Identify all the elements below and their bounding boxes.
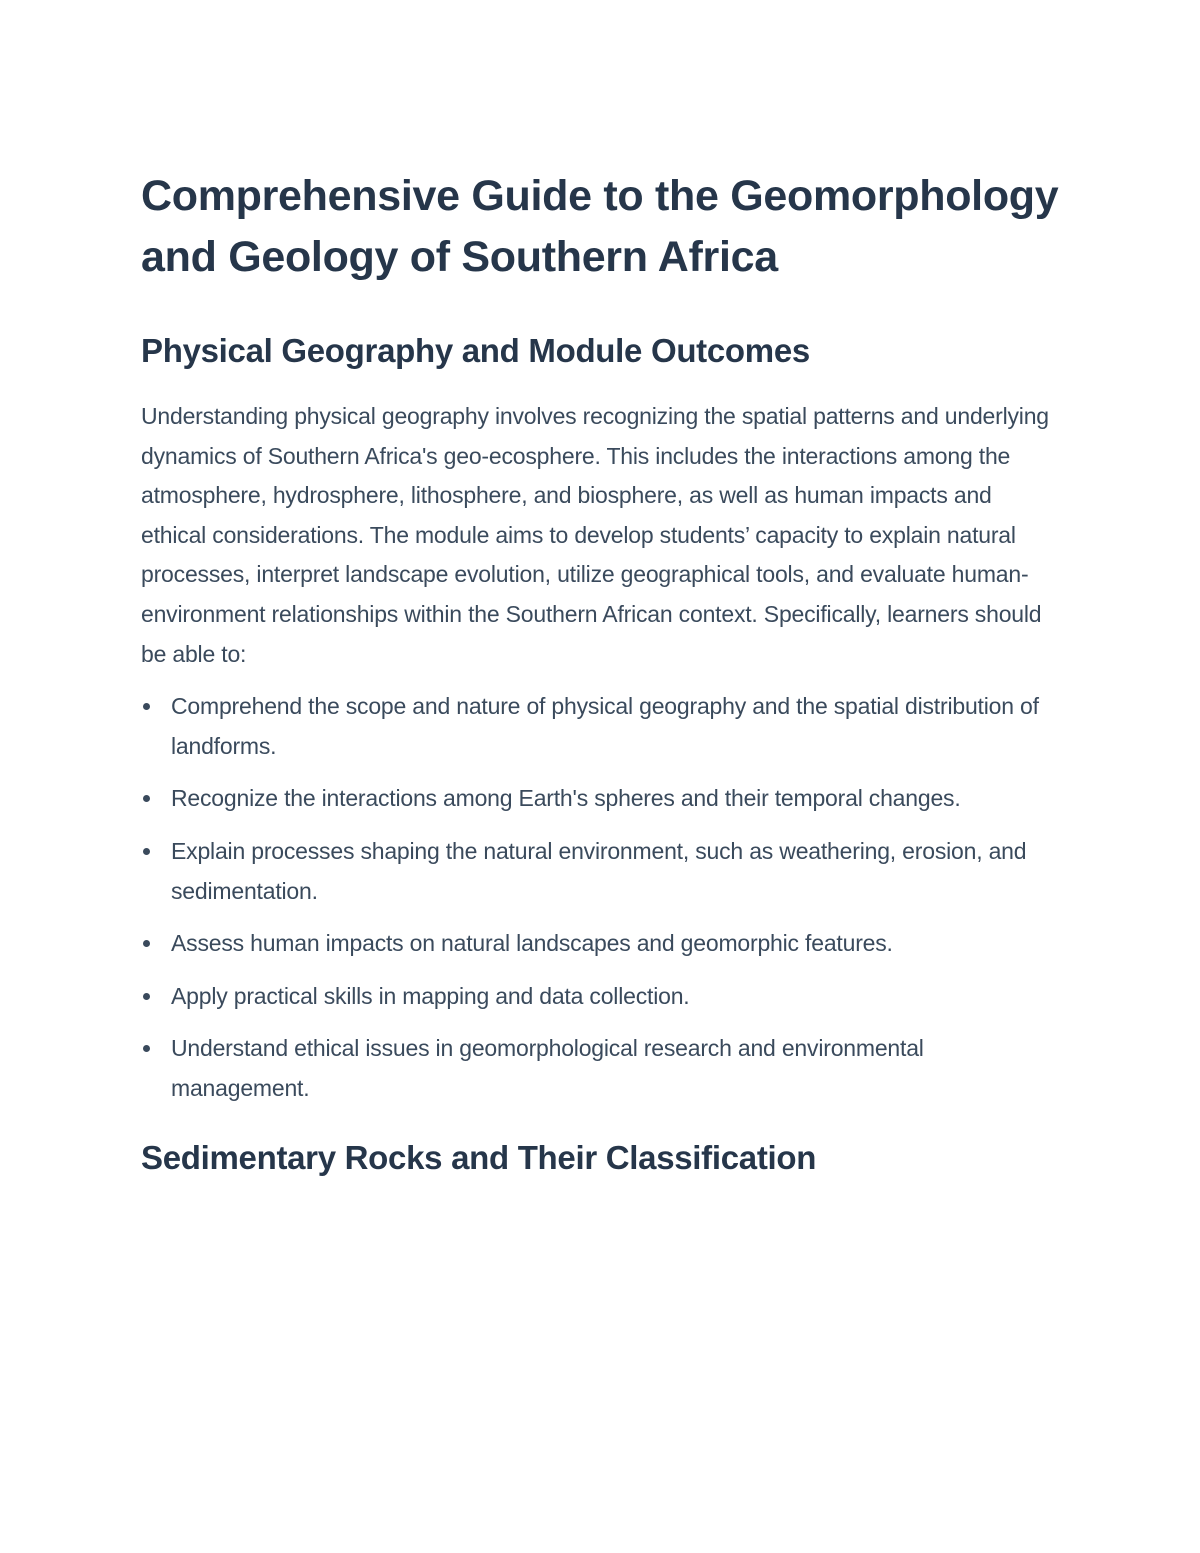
list-item-text: Apply practical skills in mapping and data collection. (171, 982, 690, 1009)
section-paragraph: Understanding physical geography involves recognizing the spatial patterns and underlying dynamics of Southern Africa's geo-ecosphere. This includes the interactions among the atmosphere, hydrosphere, lithosphere, and biosphere, as well as human impacts and ethical considerations. The module aims to develop students’ capacity to explain natural processes, interpret landscape evolution, utilize geographical tools, and evaluate human-environment relationships within the Southern African context. Specifically, learners should be able to: (141, 403, 1049, 667)
bullet-icon (143, 703, 150, 710)
list-item (141, 1029, 1061, 1108)
outcomes-list (141, 687, 1061, 1108)
section-heading-physical-geography: Physical Geography and Module Outcomes (141, 332, 810, 369)
document-page (141, 166, 1061, 1180)
bullet-icon (143, 848, 150, 855)
section-heading-sedimentary-rocks: Sedimentary Rocks and Their Classification (141, 1138, 817, 1176)
document-title: Comprehensive Guide to the Geomorphology and Geology of Southern Africa (141, 172, 1059, 281)
list-item-text: Recognize the interactions among Earth's spheres and their temporal changes. (171, 785, 961, 812)
list-item (141, 924, 1061, 964)
bullet-icon (143, 795, 150, 802)
list-item (141, 832, 1061, 911)
bullet-icon (143, 1045, 150, 1052)
list-item (141, 977, 1061, 1017)
list-item-text: Assess human impacts on natural landscapes and geomorphic features. (171, 930, 893, 957)
list-item-text: Comprehend the scope and nature of physical geography and the spatial distribution of landforms. (171, 693, 1039, 759)
list-item-text: Understand ethical issues in geomorphological research and environmental management. (171, 1035, 924, 1101)
list-item (141, 687, 1061, 766)
list-item-text: Explain processes shaping the natural environment, such as weathering, erosion, and sedimentation. (171, 837, 1027, 904)
bullet-icon (143, 993, 150, 1000)
bullet-icon (143, 940, 150, 947)
list-item (141, 779, 1061, 819)
